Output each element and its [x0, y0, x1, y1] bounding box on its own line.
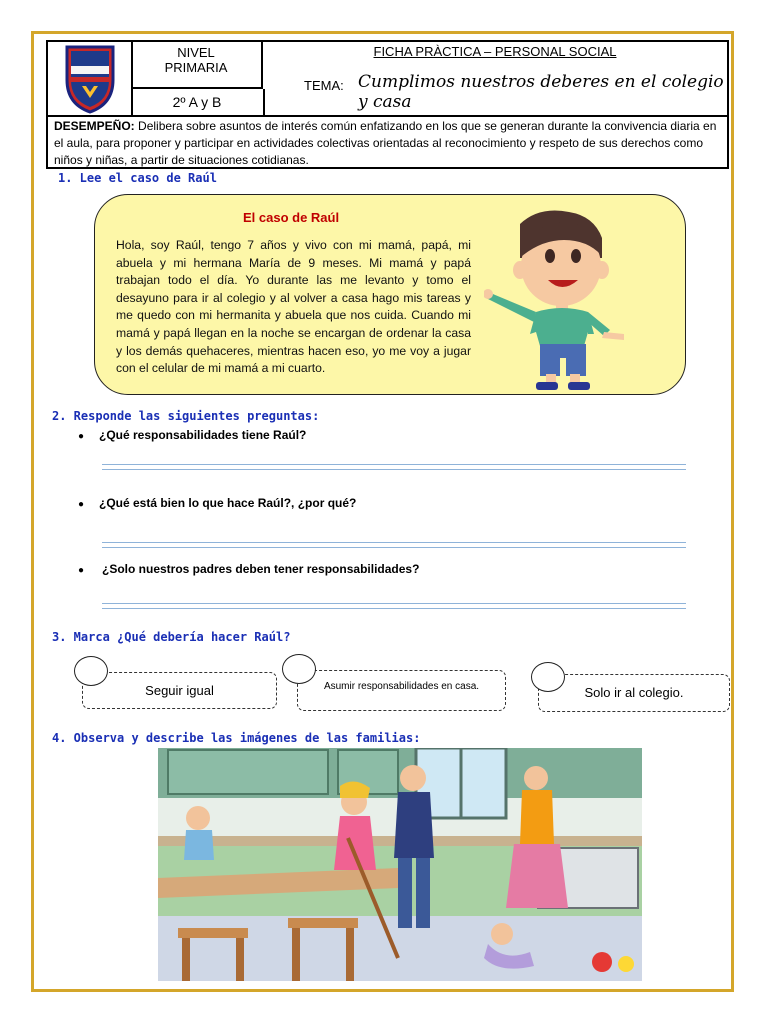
performance-text: Delibera sobre asuntos de interés común enfatizando en los que se generan durante la convivencia diaria en el aula, para proponer y participar en actividades colectivas orientadas al reconocimiento y respeto de sus derechos como niños y niñas, a partir de situaciones cotidianas. — [54, 119, 717, 167]
option-label: Solo ir al colegio. — [584, 685, 684, 700]
bullet-icon: ● — [78, 431, 85, 442]
option-circle-3[interactable] — [531, 662, 565, 692]
answer-line-3[interactable] — [102, 603, 686, 609]
answer-line-2[interactable] — [102, 542, 686, 548]
section4-heading: 4. Observa y describe las imágenes de las familias: — [52, 731, 421, 745]
header-table — [46, 40, 729, 117]
answer-line-1[interactable] — [102, 464, 686, 470]
option-circle-1[interactable] — [74, 656, 108, 686]
school-logo — [48, 42, 133, 115]
level-line1: NIVEL — [177, 45, 215, 60]
level-line2: PRIMARIA — [164, 60, 228, 75]
option-asumir-responsabilidades[interactable] — [297, 670, 506, 711]
topic-label: TEMA: — [304, 78, 344, 93]
boy-illustration — [484, 206, 644, 396]
bullet-icon: ● — [78, 499, 85, 510]
question-3: ¿Solo nuestros padres deben tener responsabilidades? — [102, 562, 420, 576]
option-circle-2[interactable] — [282, 654, 316, 684]
question-1: ¿Qué responsabilidades tiene Raúl? — [99, 428, 307, 442]
grade-cell: 2º A y B — [131, 89, 265, 115]
bullet-icon: ● — [78, 565, 85, 576]
question-2: ¿Qué está bien lo que hace Raúl?, ¿por qué? — [99, 496, 357, 510]
family-kitchen-illustration — [158, 748, 642, 981]
option-seguir-igual[interactable] — [82, 672, 277, 709]
level-cell — [131, 42, 263, 89]
section3-heading: 3. Marca ¿Qué debería hacer Raúl? — [52, 630, 291, 644]
section2-heading: 2. Responde las siguientes preguntas: — [52, 409, 320, 423]
option-label: Asumir responsabilidades en casa. — [323, 681, 480, 692]
option-solo-colegio[interactable] — [538, 674, 730, 712]
performance-label: DESEMPEÑO: — [54, 119, 135, 133]
sheet-title: FICHA PRÀCTICA – PERSONAL SOCIAL — [373, 44, 617, 59]
case-text: Hola, soy Raúl, tengo 7 años y vivo con mi mamá, papá, mi abuela y mi hermana María de 9 meses. Mi mamá y papá trabajan todo el día. Yo durante las me levanto y tomo el desayuno para ir al colegio y al volver a casa hago mis tareas y me quedo con mi hermanita y abuela que nos cuida. Cuando mi mamá y papá llegan en la noche se encargan de ordenar la casa y los demás quehaceres, mientras hacen eso, yo me voy a jugar con el celular de mi mamá a mi cuarto. — [116, 238, 471, 376]
topic-title: Cumplimos nuestros deberes en el colegio y casa — [358, 72, 724, 112]
option-label: Seguir igual — [145, 683, 214, 698]
performance-box — [46, 117, 729, 169]
section1-heading: 1. Lee el caso de Raúl — [58, 171, 217, 185]
case-title: El caso de Raúl — [243, 210, 340, 225]
